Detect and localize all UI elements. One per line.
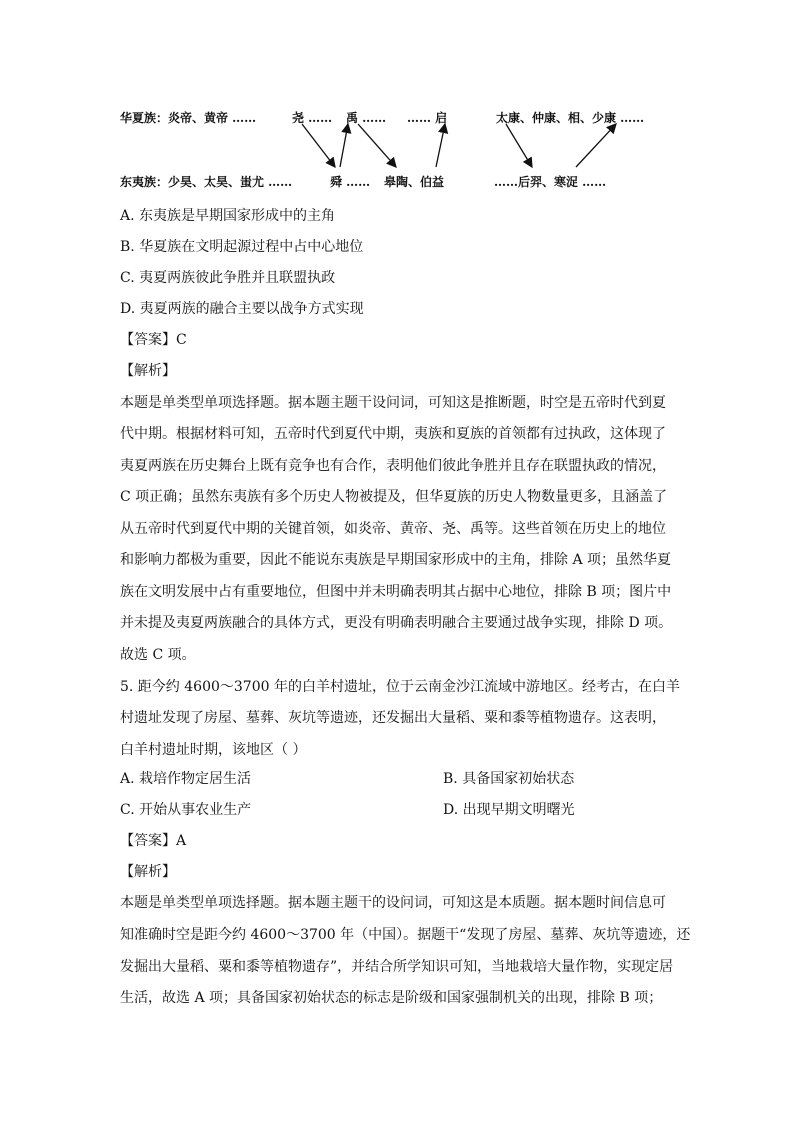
q4-analysis-line: 本题是单类型单项选择题。据本题主题干设问词，可知这是推断题，时空是五帝时代到夏 bbox=[120, 395, 666, 411]
q4-analysis-label: 【解析】 bbox=[120, 363, 176, 379]
q4-analysis-line: 并未提及夷夏两族融合的具体方式，更没有明确表明融合主要通过战争实现，排除 D 项。 bbox=[120, 615, 673, 631]
q4-analysis-line: 从五帝时代到夏代中期的关键首领，如炎帝、黄帝、尧、禹等。这些首领在历史上的地位 bbox=[120, 521, 666, 537]
q5-option-c: C. 开始从事农业生产 bbox=[120, 802, 252, 818]
q5-option-b: B. 具备国家初始状态 bbox=[443, 771, 575, 787]
q4-option-b: B. 华夏族在文明起源过程中占中心地位 bbox=[120, 239, 364, 255]
q4-analysis-line: 代中期。根据材料可知，五帝时代到夏代中期，夷族和夏族的首领都有过执政，这体现了 bbox=[120, 426, 666, 442]
dongyi-node-gaotao: 皋陶、伯益 bbox=[384, 175, 445, 189]
q4-analysis-line: 故选 C 项。 bbox=[120, 647, 196, 663]
q4-option-a: A. 东夷族是早期国家形成中的主角 bbox=[120, 208, 336, 224]
q4-answer: 【答案】C bbox=[120, 332, 187, 348]
arrow-boyi-qi bbox=[436, 124, 445, 167]
arrow-yao-shun bbox=[302, 124, 335, 167]
huaxia-label: 华夏族： bbox=[120, 111, 169, 125]
dongyi-label: 东夷族： bbox=[120, 175, 169, 189]
q5-analysis-line: 发掘出大量稻、粟和黍等植物遗存”，并结合所学知识可知，当地栽培大量作物，实现定居 bbox=[120, 959, 674, 975]
q4-option-d: D. 夷夏两族的融合主要以战争方式实现 bbox=[120, 301, 364, 317]
huaxia-node-yandi: 炎帝、黄帝 …… bbox=[168, 111, 257, 125]
arrow-taikang-houyi bbox=[506, 124, 532, 167]
q4-analysis-line: 族在文明发展中占有重要地位，但图中并未明确表明其占据中心地位，排除 B 项；图片中 bbox=[120, 584, 672, 600]
q5-analysis-label: 【解析】 bbox=[120, 864, 176, 880]
huaxia-node-taikang: 太康、仲康、相、少康 …… bbox=[496, 111, 645, 125]
q5-analysis-line: 生活，故选 A 项；具备国家初始状态的标志是阶级和国家强制机关的出现，排除 B 项； bbox=[120, 990, 663, 1006]
q5-answer: 【答案】A bbox=[120, 833, 187, 849]
huaxia-node-qi: …… 启 bbox=[407, 111, 448, 125]
q5-analysis-line: 本题是单类型单项选择题。据本题主题干的设问词，可知这是本质题。据本题时间信息可 bbox=[120, 895, 666, 911]
q5-stem-line: 白羊村遗址时期，该地区（ ） bbox=[120, 742, 307, 758]
dongyi-node-shun: 舜 …… bbox=[330, 175, 371, 189]
lineage-diagram bbox=[120, 100, 680, 195]
huaxia-node-yu: 禹 …… bbox=[346, 111, 387, 125]
q5-option-d: D. 出现早期文明曙光 bbox=[443, 802, 575, 818]
arrow-shun-yu bbox=[340, 124, 348, 167]
q4-option-c: C. 夷夏两族彼此争胜并且联盟执政 bbox=[120, 270, 336, 286]
q5-stem-line: 5. 距今约 4600～3700 年的白羊村遗址，位于云南金沙江流域中游地区。经考古，在白羊 bbox=[120, 679, 680, 695]
q4-analysis-line: 和影响力都极为重要，因此不能说东夷族是早期国家形成中的主角，排除 A 项；虽然华夏 bbox=[120, 552, 672, 568]
q5-analysis-line: 知准确时空是距今约 4600～3700 年（中国）。据题干“发现了房屋、墓葬、灰坑等遗迹，还 bbox=[120, 927, 691, 943]
arrow-hanzhuo-shaokang bbox=[576, 124, 616, 167]
huaxia-node-yao: 尧 …… bbox=[292, 111, 333, 125]
dongyi-node-houyi: ……后羿、寒浞 …… bbox=[494, 175, 607, 189]
q4-analysis-line: C 项正确；虽然东夷族有多个历史人物被提及，但华夏族的历史人物数量更多，且涵盖了 bbox=[120, 489, 668, 505]
q5-option-a: A. 栽培作物定居生活 bbox=[120, 771, 252, 787]
q5-stem-line: 村遗址发现了房屋、墓葬、灰坑等遗迹，还发掘出大量稻、粟和黍等植物遗存。这表明， bbox=[120, 710, 666, 726]
dongyi-node-shaohao: 少昊、太昊、蚩尤 …… bbox=[168, 175, 293, 189]
q4-analysis-line: 夷夏两族在历史舞台上既有竞争也有合作，表明他们彼此争胜并且存在联盟执政的情况， bbox=[120, 458, 666, 474]
arrow-yu-gaotao bbox=[358, 124, 396, 167]
